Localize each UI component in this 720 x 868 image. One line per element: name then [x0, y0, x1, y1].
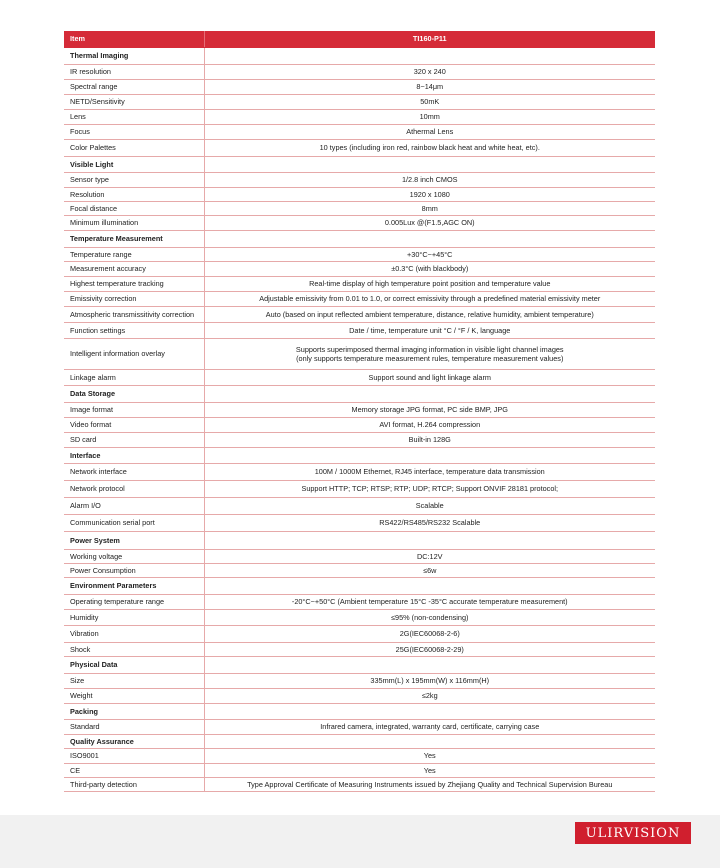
spec-row [64, 187, 655, 201]
spec-label: Power Consumption [64, 563, 204, 577]
spec-label: Humidity [64, 609, 204, 625]
brand-logo-text: ULIRVISION [585, 825, 681, 841]
spec-value: Infrared camera, integrated, warranty card, certificate, carrying case [204, 719, 655, 734]
spec-row [64, 642, 655, 656]
spec-label: IR resolution [64, 64, 204, 79]
spec-row [64, 79, 655, 94]
section-row [64, 531, 655, 549]
spec-label: ISO9001 [64, 748, 204, 763]
spec-value-line: (only supports temperature measurement rules, temperature measurement values) [296, 353, 564, 363]
spec-row [64, 64, 655, 79]
spec-label: SD card [64, 432, 204, 447]
spec-value: 10mm [204, 109, 655, 124]
spec-row [64, 719, 655, 734]
spec-row [64, 276, 655, 291]
spec-label: Communication serial port [64, 514, 204, 531]
spec-value: ±0.3°C (with blackbody) [204, 261, 655, 276]
spec-value: 320 x 240 [204, 64, 655, 79]
section-row [64, 577, 655, 594]
section-title: Interface [64, 447, 204, 463]
spec-label: Focal distance [64, 201, 204, 215]
spec-label: Intelligent information overlay [64, 338, 204, 369]
spec-label: Standard [64, 719, 204, 734]
spec-label: Shock [64, 642, 204, 656]
section-empty-cell [204, 577, 655, 594]
spec-table-body [64, 31, 655, 791]
spec-value: DC:12V [204, 549, 655, 563]
spec-label: Measurement accuracy [64, 261, 204, 276]
spec-value-line: Supports superimposed thermal imaging information in visible light channel images [295, 344, 564, 354]
spec-value: Support sound and light linkage alarm [204, 369, 655, 385]
section-row [64, 230, 655, 247]
spec-value: Real-time display of high temperature point position and temperature value [204, 276, 655, 291]
section-empty-cell [204, 156, 655, 172]
spec-row [64, 306, 655, 322]
spec-row [64, 322, 655, 338]
spec-row [64, 514, 655, 531]
spec-label: Operating temperature range [64, 594, 204, 609]
section-row [64, 734, 655, 748]
spec-value: +30°C~+45°C [204, 247, 655, 261]
section-title: Environment Parameters [64, 577, 204, 594]
spec-value: Support HTTP; TCP; RTSP; RTP; UDP; RTCP; Support ONVIF 28181 protocol; [204, 480, 655, 497]
spec-row [64, 549, 655, 563]
spec-value [204, 338, 655, 369]
spec-value: AVI format, H.264 compression [204, 417, 655, 432]
section-empty-cell [204, 385, 655, 402]
spec-label: Linkage alarm [64, 369, 204, 385]
spec-label: NETD/Sensitivity [64, 94, 204, 109]
section-empty-cell [204, 703, 655, 719]
section-title: Thermal Imaging [64, 47, 204, 64]
table-header-row [64, 31, 655, 47]
spec-row [64, 172, 655, 187]
spec-label: Color Palettes [64, 139, 204, 156]
spec-value: Built-in 128G [204, 432, 655, 447]
spec-label: Third-party detection [64, 777, 204, 791]
spec-value: Scalable [204, 497, 655, 514]
spec-row [64, 402, 655, 417]
brand-logo [575, 822, 691, 844]
spec-value: 1/2.8 inch CMOS [204, 172, 655, 187]
spec-row [64, 139, 655, 156]
header-model-label: TI160-P11 [204, 31, 655, 47]
section-empty-cell [204, 531, 655, 549]
spec-value: 8mm [204, 201, 655, 215]
spec-row [64, 124, 655, 139]
spec-row [64, 497, 655, 514]
section-row [64, 703, 655, 719]
spec-value: 2G(IEC60068-2-6) [204, 625, 655, 642]
section-row [64, 447, 655, 463]
section-title: Packing [64, 703, 204, 719]
spec-value: RS422/RS485/RS232 Scalable [204, 514, 655, 531]
section-title: Temperature Measurement [64, 230, 204, 247]
spec-label: Working voltage [64, 549, 204, 563]
spec-value: Auto (based on input reflected ambient temperature, distance, relative humidity, ambient temperature) [204, 306, 655, 322]
spec-row [64, 777, 655, 791]
spec-value: ≤6w [204, 563, 655, 577]
section-row [64, 385, 655, 402]
spec-row [64, 563, 655, 577]
spec-label: Minimum illumination [64, 215, 204, 230]
spec-value: 100M / 1000M Ethernet, RJ45 interface, temperature data transmission [204, 463, 655, 480]
spec-value: Type Approval Certificate of Measuring Instruments issued by Zhejiang Quality and Technical Supervision Bureau [204, 777, 655, 791]
spec-label: Atmospheric transmissitivity correction [64, 306, 204, 322]
spec-label: Sensor type [64, 172, 204, 187]
spec-value: 8~14μm [204, 79, 655, 94]
spec-row [64, 594, 655, 609]
section-empty-cell [204, 447, 655, 463]
spec-label: Video format [64, 417, 204, 432]
spec-value: Athermal Lens [204, 124, 655, 139]
spec-row [64, 201, 655, 215]
spec-value: 10 types (including iron red, rainbow black heat and white heat, etc). [204, 139, 655, 156]
spec-row [64, 247, 655, 261]
spec-row [64, 673, 655, 688]
spec-label: Alarm I/O [64, 497, 204, 514]
spec-value: Yes [204, 748, 655, 763]
spec-value: Adjustable emissivity from 0.01 to 1.0, or correct emissivity through a predefined material emissivity meter [204, 291, 655, 306]
spec-row [64, 215, 655, 230]
spec-value: 25G(IEC60068-2-29) [204, 642, 655, 656]
spec-row [64, 291, 655, 306]
spec-row [64, 763, 655, 777]
section-title: Data Storage [64, 385, 204, 402]
spec-label: Highest temperature tracking [64, 276, 204, 291]
spec-label: Lens [64, 109, 204, 124]
spec-row [64, 261, 655, 276]
spec-label: Image format [64, 402, 204, 417]
spec-value: 1920 x 1080 [204, 187, 655, 201]
spec-row [64, 94, 655, 109]
spec-value: 335mm(L) x 195mm(W) x 116mm(H) [204, 673, 655, 688]
spec-value: 0.005Lux @(F1.5,AGC ON) [204, 215, 655, 230]
spec-row [64, 432, 655, 447]
spec-label: Size [64, 673, 204, 688]
spec-label: Vibration [64, 625, 204, 642]
spec-row [64, 338, 655, 369]
spec-label: Spectral range [64, 79, 204, 94]
section-empty-cell [204, 230, 655, 247]
spec-label: Emissivity correction [64, 291, 204, 306]
section-empty-cell [204, 656, 655, 673]
section-title: Physical Data [64, 656, 204, 673]
spec-label: Resolution [64, 187, 204, 201]
spec-row [64, 417, 655, 432]
section-row [64, 156, 655, 172]
spec-row [64, 109, 655, 124]
spec-value: Yes [204, 763, 655, 777]
spec-table [64, 31, 655, 792]
spec-value: ≤95% (non-condensing) [204, 609, 655, 625]
spec-label: Function settings [64, 322, 204, 338]
spec-label: CE [64, 763, 204, 777]
spec-row [64, 463, 655, 480]
spec-row [64, 609, 655, 625]
spec-value: Date / time, temperature unit °C / °F / K, language [204, 322, 655, 338]
spec-label: Temperature range [64, 247, 204, 261]
spec-row [64, 625, 655, 642]
section-title: Visible Light [64, 156, 204, 172]
section-row [64, 47, 655, 64]
spec-label: Focus [64, 124, 204, 139]
header-item-label: Item [64, 31, 204, 47]
section-empty-cell [204, 47, 655, 64]
section-empty-cell [204, 734, 655, 748]
spec-row [64, 688, 655, 703]
spec-value: ≤2kg [204, 688, 655, 703]
spec-label: Network interface [64, 463, 204, 480]
spec-value: 50mK [204, 94, 655, 109]
spec-label: Network protocol [64, 480, 204, 497]
section-title: Quality Assurance [64, 734, 204, 748]
section-title: Power System [64, 531, 204, 549]
section-row [64, 656, 655, 673]
spec-row [64, 369, 655, 385]
spec-value: Memory storage JPG format, PC side BMP, JPG [204, 402, 655, 417]
spec-row [64, 748, 655, 763]
spec-row [64, 480, 655, 497]
spec-label: Weight [64, 688, 204, 703]
spec-value: -20°C~+50°C (Ambient temperature 15°C -35°C accurate temperature measurement) [204, 594, 655, 609]
